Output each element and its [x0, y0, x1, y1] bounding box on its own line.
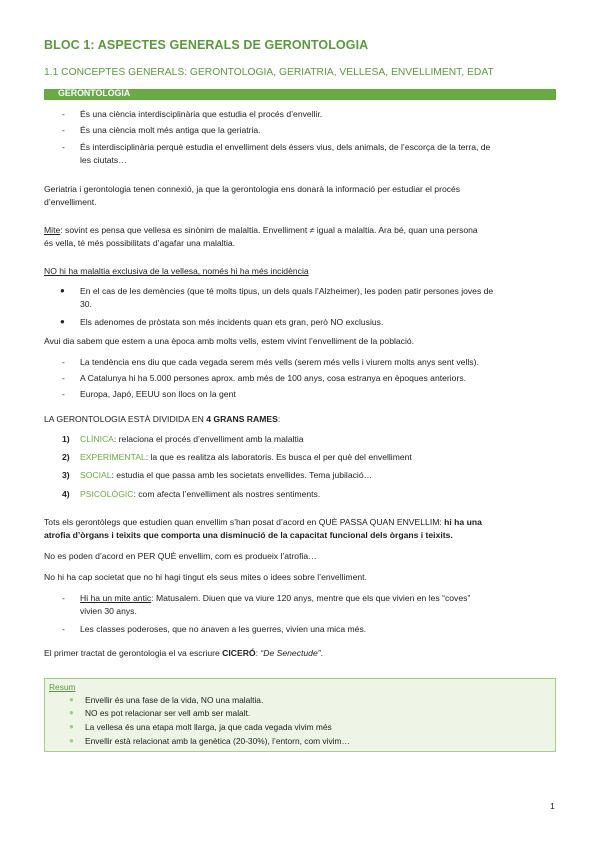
dash-bullet: - [62, 125, 65, 135]
branch-text: : estudia el que passa amb les societats envellides. Tema jubilació… [111, 470, 373, 480]
section-heading: 1.1 CONCEPTES GENERALS: GERONTOLOGIA, GERIATRIA, VELLESA, ENVELLIMENT, EDAT [44, 67, 494, 78]
paragraph: No es poden d’acord en PER QUÈ envellim, com es produeix l’atrofia… [44, 551, 317, 561]
branch-text: : la que es realitza als laboratoris. Es busca el per què del envelliment [145, 452, 412, 462]
list-item: És interdisciplinària perquè estudia el envelliment dels éssers vius, dels animals, de l’escorça de la terra, de [80, 142, 491, 152]
para-colon: : [255, 648, 261, 658]
list-item: Les classes poderoses, que no anaven a les guerres, vivien una mica més. [80, 624, 367, 634]
intro-bold: 4 GRANS RAMES [206, 414, 278, 424]
treatise-title: “De Senectude” [260, 648, 321, 658]
circle-bullet: ● [60, 286, 65, 295]
list-item-continuation: 30. [80, 299, 92, 309]
branch-item [80, 451, 412, 463]
summary-item: La vellesa és una etapa molt llarga, ja que cada vegada vivim més [85, 722, 332, 732]
summary-item: Envellir és una fase de la vida, NO una malaltia. [85, 695, 264, 705]
section-bar [44, 89, 556, 100]
dash-bullet: - [62, 593, 65, 603]
branch-number: 3) [62, 470, 70, 480]
paragraph: Geriatria i gerontologia tenen connexió, ja que la gerontologia ens donarà la informació per estudiar el procés [44, 184, 461, 194]
dash-bullet: - [62, 109, 65, 119]
subheading: NO hi ha malaltia exclusiva de la vellesa, només hi ha més incidència [44, 266, 309, 276]
list-item: La tendència ens diu que cada vegada serem més vells (serem més vells i viurem molts anys sent vells). [80, 357, 479, 367]
circle-bullet: ● [60, 317, 65, 326]
summary-item: NO es pot relacionar ser vell amb ser malalt. [85, 708, 251, 718]
summary-bullet: ● [69, 722, 74, 731]
list-item [80, 592, 470, 604]
list-item: És una ciència molt més antiga que la geriatria. [80, 125, 261, 135]
branch-name: SOCIAL [80, 470, 112, 480]
branch-name: PSICOLÒGIC [80, 489, 134, 499]
paragraph: d’envelliment. [44, 197, 97, 207]
intro-colon: : [277, 414, 281, 424]
section-bar-label: GERONTOLOGIA [58, 88, 131, 98]
page-number: 1 [550, 801, 555, 811]
paragraph: atrofia d’òrgans i teixits que comporta una disminució de la capacitat funcional dels òrgans i teixits. [44, 530, 453, 540]
paragraph: No hi ha cap societat que no hi hagi tingut els seus mites o idees sobre l’envelliment. [44, 572, 367, 582]
list-item: A Catalunya hi ha 5.000 persones aprox. amb més de 100 anys, cosa estranya en èpoques anteriors. [80, 373, 467, 383]
branch-item [80, 469, 372, 481]
dash-bullet: - [62, 373, 65, 383]
cicero-name: CICERÓ [222, 648, 256, 658]
dash-bullet: - [62, 389, 65, 399]
branch-item [80, 433, 304, 445]
summary-bullet: ● [69, 736, 74, 745]
chapter-heading: BLOC 1: ASPECTES GENERALS DE GERONTOLOGIA [44, 38, 369, 52]
dash-bullet: - [62, 624, 65, 634]
summary-title: Resum [49, 682, 76, 692]
summary-box [44, 678, 556, 752]
branch-number: 4) [62, 489, 70, 499]
intro-text: LA GERONTOLOGIA ESTÀ DIVIDIDA EN [44, 414, 207, 424]
paragraph: Avui dia sabem que estem a una època amb molts vells, estem vivint l’envelliment de la població. [44, 336, 415, 346]
mite-text: : sovint es pensa que vellesa es sinònim de malaltia. Envelliment ≠ igual a malaltia. Ara bé, quan una persona [60, 225, 478, 235]
paragraph [44, 647, 323, 659]
branch-number: 1) [62, 434, 70, 444]
summary-bullet: ● [69, 708, 74, 717]
dash-bullet: - [62, 142, 65, 152]
list-item: És una ciència interdisciplinària que estudia el procés d’envellir. [80, 109, 323, 119]
list-item: Europa, Japó, EEUU son llocs on la gent [80, 389, 236, 399]
summary-item: Envellir està relacionat amb la genètica (20-30%), l’entorn, com vivim… [85, 736, 350, 746]
paragraph [44, 413, 280, 425]
list-item-continuation: les ciutats… [80, 155, 127, 165]
list-item: Els adenomes de pròstata son més incidents quan ets gran, però NO exclusius. [80, 317, 384, 327]
branch-text: : relaciona el procés d’envelliment amb la malaltia [113, 434, 304, 444]
list-text: : Matusalem. Diuen que va viure 120 anys, mentre que els que vivien en les “coves” [151, 593, 471, 603]
summary-bullet: ● [69, 695, 74, 704]
para-text: Tots els gerontòlegs que estudien quan envellim s’han posat d’acord en QUÈ PASSA QUAN ENVELLIM: [44, 517, 445, 527]
branch-text: : com afecta l’envelliment als nostres sentiments. [133, 489, 321, 499]
dash-bullet: - [62, 357, 65, 367]
mite-label: Mite [44, 225, 61, 235]
list-item: En el cas de les demències (que té molts tipus, un dels quals l’Alzheimer), les poden patir persones joves de [80, 286, 494, 296]
paragraph [44, 224, 478, 236]
mite-antic-label: Hi ha un mite antic [80, 593, 152, 603]
branch-name: EXPERIMENTAL [80, 452, 146, 462]
paragraph: és vella, té més possibilitats d’agafar una malaltia. [44, 238, 236, 248]
para-period: . [320, 648, 323, 658]
para-bold: hi ha una [444, 517, 482, 527]
para-text: El primer tractat de gerontologia el va escriure [44, 648, 223, 658]
list-item-continuation: vivien 30 anys. [80, 606, 137, 616]
branch-number: 2) [62, 452, 70, 462]
branch-name: CLÍNICA [80, 434, 114, 444]
paragraph [44, 516, 482, 528]
branch-item [80, 488, 320, 500]
